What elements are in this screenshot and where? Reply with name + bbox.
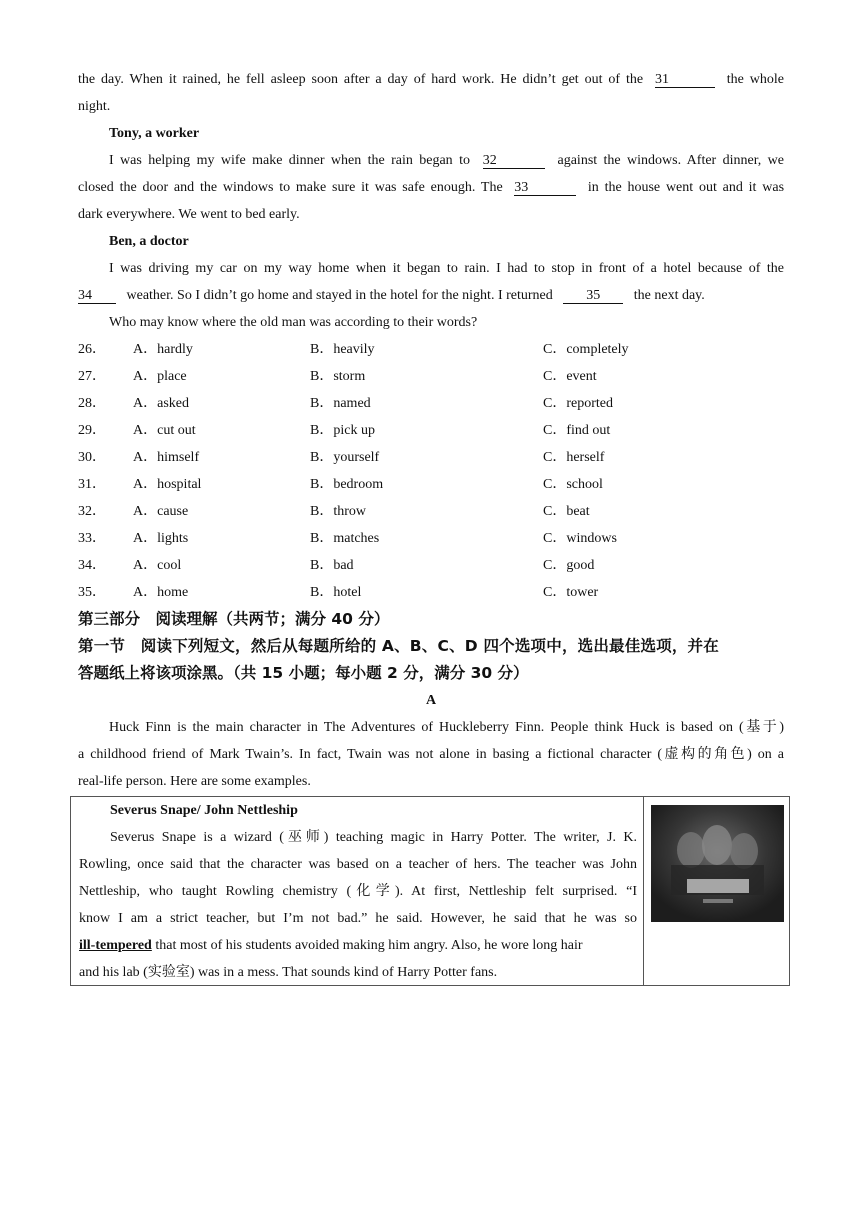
ben-line: I was driving my car on my way home when it began to rain. I had to stop in front of a hotel because of the xyxy=(109,261,784,276)
option-c: C．good xyxy=(543,558,595,573)
option-b: B．bedroom xyxy=(310,477,384,492)
option-a: A．home xyxy=(133,585,189,600)
blank-35: 35 xyxy=(563,288,623,304)
box-heading: Severus Snape/ John Nettleship xyxy=(110,803,298,818)
example-box xyxy=(70,796,790,986)
option-b: B．named xyxy=(310,396,371,411)
question-text: Who may know where the old man was according to their words? xyxy=(109,315,478,330)
tony-text: closed the door and the windows to make sure it was safe enough. The xyxy=(78,180,503,195)
question-number: 29． xyxy=(78,423,106,438)
blank-34: 34 xyxy=(78,288,116,304)
option-row-30 xyxy=(78,444,784,471)
option-c: C．beat xyxy=(543,504,590,519)
question-number: 34． xyxy=(78,558,106,573)
blank-33: 33 xyxy=(514,180,576,196)
option-b: B．bad xyxy=(310,558,354,573)
option-c: C．tower xyxy=(543,585,599,600)
ben-line xyxy=(78,282,784,309)
question-number: 26． xyxy=(78,342,106,357)
option-row-26 xyxy=(78,336,784,363)
tony-line xyxy=(109,147,784,174)
option-row-34 xyxy=(78,552,784,579)
option-b: B．hotel xyxy=(310,585,362,600)
option-b: B．heavily xyxy=(310,342,375,357)
question-number: 27． xyxy=(78,369,106,384)
part3-title: 第三部分 阅读理解（共两节；满分 40 分） xyxy=(78,610,390,628)
tony-text: I was helping my wife make dinner when the rain began to xyxy=(109,153,470,168)
option-c: C．find out xyxy=(543,423,611,438)
question-number: 30． xyxy=(78,450,106,465)
option-a: A．cool xyxy=(133,558,182,573)
ben-text: weather. So I didn’t go home and stayed in the hotel for the night. I returned xyxy=(126,288,553,303)
passage-line: a childhood friend of Mark Twain’s. In fact, Twain was not alone in basing a fictional character (虚构的角色) on a xyxy=(78,747,784,762)
passage-line: real-life person. Here are some examples. xyxy=(78,774,311,789)
option-b: B．yourself xyxy=(310,450,380,465)
question-number: 32． xyxy=(78,504,106,519)
box-line: and his lab (实验室) was in a mess. That sounds kind of Harry Potter fans. xyxy=(79,965,498,980)
option-c: C．windows xyxy=(543,531,617,546)
tony-line: dark everywhere. We went to bed early. xyxy=(78,207,300,222)
box-line: Severus Snape is a wizard (巫师) teaching magic in Harry Potter. The writer, J. K. xyxy=(110,830,637,845)
option-c: C．reported xyxy=(543,396,613,411)
option-c: C．event xyxy=(543,369,597,384)
story-text: the day. When it rained, he fell asleep soon after a day of hard work. He didn’t get out of the xyxy=(78,72,644,87)
box-text: that most of his students avoided making him angry. Also, he wore long hair xyxy=(151,938,583,953)
tony-text: in the house went out and it was xyxy=(587,180,785,195)
option-b: B．storm xyxy=(310,369,366,384)
option-row-31 xyxy=(78,471,784,498)
underlined-word: ill-tempered xyxy=(79,938,152,953)
option-row-33 xyxy=(78,525,784,552)
poster-graphic xyxy=(651,805,784,922)
tony-heading: Tony, a worker xyxy=(109,126,200,141)
option-c: C．herself xyxy=(543,450,605,465)
option-row-27 xyxy=(78,363,784,390)
box-line xyxy=(79,932,637,959)
option-a: A．asked xyxy=(133,396,189,411)
story-text: the whole xyxy=(726,72,785,87)
option-row-32 xyxy=(78,498,784,525)
blank-31: 31 xyxy=(655,72,715,88)
option-a: A．place xyxy=(133,369,187,384)
box-line: Rowling, once said that the character was based on a teacher of hers. The teacher was John xyxy=(79,857,637,872)
option-a: A．cut out xyxy=(133,423,196,438)
question-number: 28． xyxy=(78,396,106,411)
box-divider xyxy=(643,797,644,985)
option-a: A．himself xyxy=(133,450,200,465)
story-line: night. xyxy=(78,99,111,114)
section1-instructions: 第一节 阅读下列短文，然后从每题所给的 A、B、C、D 四个选项中，选出最佳选项，并在 xyxy=(78,637,719,655)
question-number: 35． xyxy=(78,585,106,600)
passage-label: A xyxy=(425,693,437,708)
option-a: A．hardly xyxy=(133,342,193,357)
option-b: B．pick up xyxy=(310,423,375,438)
question-number: 31． xyxy=(78,477,106,492)
tony-text: against the windows. After dinner, we xyxy=(557,153,785,168)
option-b: B．throw xyxy=(310,504,366,519)
movie-poster-image xyxy=(651,805,784,922)
option-a: A．lights xyxy=(133,531,189,546)
tony-line xyxy=(78,174,784,201)
blank-32: 32 xyxy=(483,153,545,169)
option-c: C．school xyxy=(543,477,603,492)
ben-heading: Ben, a doctor xyxy=(109,234,189,249)
option-row-29 xyxy=(78,417,784,444)
option-c: C．completely xyxy=(543,342,629,357)
story-line xyxy=(78,66,784,93)
option-row-28 xyxy=(78,390,784,417)
box-line: know I am a strict teacher, but I’m not bad.” he said. However, he said that he was so xyxy=(79,911,637,926)
option-row-35 xyxy=(78,579,784,606)
question-number: 33． xyxy=(78,531,106,546)
option-b: B．matches xyxy=(310,531,380,546)
box-line: Nettleship, who taught Rowling chemistry (化学). At first, Nettleship felt surprised. “I xyxy=(79,884,637,899)
section1-instructions: 答题纸上将该项涂黑。（共 15 小题；每小题 2 分，满分 30 分） xyxy=(78,664,529,682)
passage-line: Huck Finn is the main character in The Adventures of Huckleberry Finn. People think Huck is based on (基于) xyxy=(109,720,784,735)
option-a: A．cause xyxy=(133,504,189,519)
option-a: A．hospital xyxy=(133,477,202,492)
ben-text: the next day. xyxy=(633,288,705,303)
